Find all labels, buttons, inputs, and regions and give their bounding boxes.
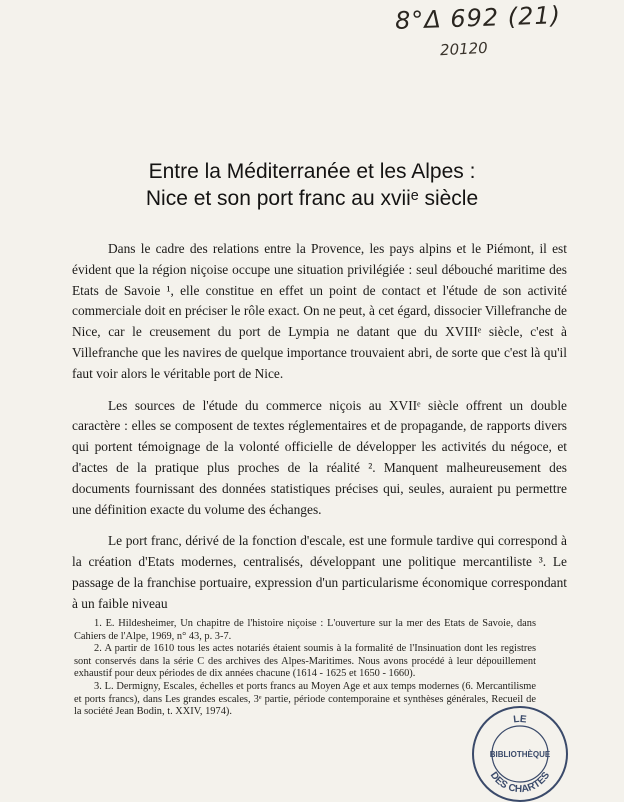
handwritten-shelfmark: 8°Δ 692 (21) (394, 1, 562, 35)
article-title (0, 158, 624, 212)
footnote: 3. L. Dermigny, Escales, échelles et ports francs au Moyen Age et aux temps modernes (6. Mercantilisme et ports francs), dans Les grandes escales, 3ᵉ partie, période contemporaine et synthèses générales, Recueil de la société Jean Bodin, t. XXIV, 1974). (74, 680, 536, 718)
article-body (72, 239, 567, 626)
library-stamp (472, 706, 568, 802)
handwritten-acquisition-number: 20120 (439, 38, 489, 60)
title-line-1: Entre la Méditerranée et les Alpes : (148, 160, 476, 183)
footnote: 1. E. Hildesheimer, Un chapitre de l'histoire niçoise : L'ouverture sur la mer des Etats de Savoie, dans Cahiers de l'Alpe, 1969, n° 43, p. 3-7. (74, 618, 536, 642)
footnotes (74, 618, 536, 719)
title-line-2: Nice et son port franc au xviiᵉ siècle (145, 187, 479, 210)
stamp-middle-text: BIBLIOTHÈQUE (489, 750, 551, 759)
footnote: 2. A partir de 1610 tous les actes notariés étaient soumis à la formalité de l'Insinuation dont les registres sont conservés dans la série C des archives des Alpes-Maritimes. Nous avons procédé à leur dépouillement exhaustif pour deux périodes de dix années chacune (1614 - 1625 et 1650 - 1660). (74, 643, 536, 680)
paragraph: Dans le cadre des relations entre la Provence, les pays alpins et le Piémont, il est évident que la région niçoise occupe une situation privilégiée : seul débouché maritime des Etats de Savoie ¹, elle constitue en effet un point de contact et l'étude de son activité commerciale doit en préciser le rôle exact. On ne peut, à cet égard, dissocier Villefranche de Nice, car le creusement du port de Lympia ne datant que du XVIIIᵉ siècle, c'est à Villefranche que les navires de quelque importance trouvaient abri, de sorte que c'est là qu'il faut voir alors le véritable port de Nice. (72, 241, 567, 381)
stamp-top-text: LE (512, 713, 528, 726)
stamp-graphic (474, 708, 566, 800)
paragraph: Les sources de l'étude du commerce niçois au XVIIᵉ siècle offrent un double caractère : elles se composent de textes réglementaires et de propagande, de rapports divers qui portent témoignage de la volonté officielle de développer les activités du négoce, et d'actes de la pratique plus proches de la réalité ². Manquent malheureusement des documents fournissant des données statistiques précises qui, seules, auraient pu permettre une définition exacte du volume des échanges. (72, 397, 567, 517)
stamp-bottom-text: DES CHARTES (487, 770, 553, 796)
paragraph: Le port franc, dérivé de la fonction d'escale, est une formule tardive qui correspond à la création d'Etats modernes, centralisés, développant une politique mercantiliste ³. Le passage de la franchise portuaire, expression d'un particularisme économique correspondant à un faible niveau (72, 533, 567, 611)
